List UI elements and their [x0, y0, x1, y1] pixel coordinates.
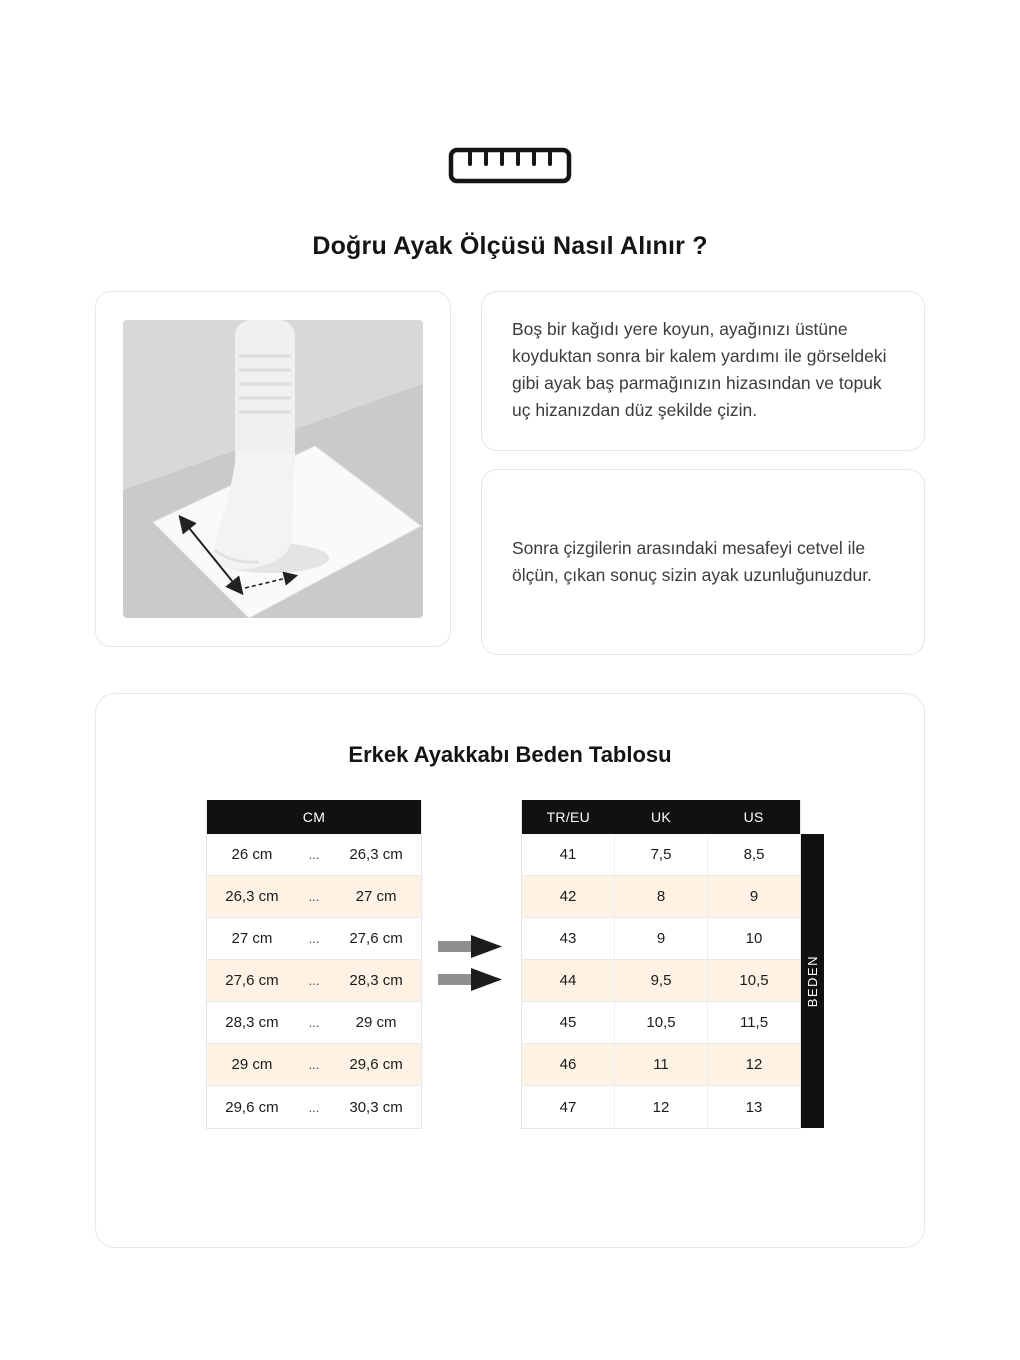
- size-table-row: [522, 1044, 800, 1086]
- page-title: Doğru Ayak Ölçüsü Nasıl Alınır ?: [312, 232, 708, 260]
- conversion-arrows-icon: [434, 926, 510, 1002]
- cm-from: 27,6 cm: [225, 972, 279, 989]
- size-table-row: [522, 876, 800, 918]
- cm-to: 26,3 cm: [349, 846, 403, 863]
- cm-dots: ...: [308, 847, 320, 862]
- size-tr-eu: 46: [559, 1056, 577, 1073]
- cm-from: 29 cm: [231, 1056, 273, 1073]
- cm-from: 27 cm: [231, 930, 273, 947]
- cm-to: 27 cm: [355, 888, 397, 905]
- size-us: 12: [707, 1044, 800, 1085]
- size-us: 9: [707, 876, 800, 917]
- size-chart-title: Erkek Ayakkabı Beden Tablosu: [348, 742, 672, 767]
- instruction-step-2-card: [481, 469, 925, 655]
- instruction-cards: [481, 291, 925, 655]
- size-chart-tables: [96, 800, 924, 1140]
- cm-dots: ...: [308, 1015, 320, 1030]
- cm-to: 29,6 cm: [349, 1056, 403, 1073]
- cm-to: 30,3 cm: [349, 1098, 403, 1116]
- cm-from: 28,3 cm: [225, 1014, 279, 1031]
- instruction-step-1-text: Boş bir kağıdı yere koyun, ayağınızı üstüne koyduktan sonra bir kalem yardımı ile görseldeki gibi ayak baş parmağınızın hizasından ve topuk uç hizanızdan düz şekilde çizin.: [512, 319, 887, 421]
- instructions-section: [95, 291, 925, 655]
- size-uk: 11: [614, 1044, 707, 1085]
- size-uk: 8: [614, 876, 707, 917]
- cm-table: [206, 800, 422, 1129]
- size-tr-eu: 47: [559, 1098, 577, 1116]
- size-table-row: [522, 834, 800, 876]
- size-uk: 7,5: [614, 834, 707, 875]
- hero-section: [0, 0, 1020, 261]
- size-us: 13: [707, 1086, 800, 1128]
- size-chart-card: [95, 693, 925, 1248]
- size-table-header-row: [522, 800, 800, 834]
- cm-to: 29 cm: [355, 1014, 397, 1031]
- size-us: 8,5: [707, 834, 800, 875]
- cm-table-row: [207, 834, 421, 876]
- cm-dots: ...: [308, 973, 320, 988]
- size-conversion-table: [521, 800, 801, 1129]
- cm-table-row: [207, 1044, 421, 1086]
- size-table-header: UK: [650, 809, 672, 825]
- cm-from: 29,6 cm: [225, 1098, 279, 1116]
- cm-to: 28,3 cm: [349, 972, 403, 989]
- size-tr-eu: 41: [559, 846, 577, 863]
- cm-dots: ...: [308, 931, 320, 946]
- cm-table-row: [207, 1002, 421, 1044]
- size-tr-eu: 45: [559, 1014, 577, 1031]
- size-tr-eu: 43: [559, 930, 577, 947]
- cm-table-row: [207, 1086, 421, 1128]
- size-uk: 9,5: [614, 960, 707, 1001]
- size-uk: 12: [614, 1086, 707, 1128]
- size-tr-eu: 44: [559, 972, 577, 989]
- size-table-row: [522, 1086, 800, 1128]
- size-table-row: [522, 960, 800, 1002]
- beden-label-text: BEDEN: [805, 954, 820, 1008]
- size-us: 11,5: [707, 1002, 800, 1043]
- cm-table-header: CM: [207, 800, 421, 834]
- instruction-step-1-card: [481, 291, 925, 451]
- size-table-header: TR/EU: [546, 809, 591, 825]
- cm-from: 26 cm: [231, 846, 273, 863]
- size-uk: 10,5: [614, 1002, 707, 1043]
- cm-dots: ...: [308, 889, 320, 904]
- size-uk: 9: [614, 918, 707, 959]
- beden-side-label: [801, 834, 824, 1128]
- foot-measurement-image-card: [95, 291, 451, 647]
- size-table-row: [522, 1002, 800, 1044]
- cm-dots: ...: [308, 1099, 320, 1115]
- cm-table-row: [207, 918, 421, 960]
- size-table-row: [522, 918, 800, 960]
- size-us: 10,5: [707, 960, 800, 1001]
- foot-measurement-image: [123, 320, 423, 618]
- cm-from: 26,3 cm: [225, 888, 279, 905]
- size-us: 10: [707, 918, 800, 959]
- cm-table-row: [207, 876, 421, 918]
- size-table-header: US: [743, 809, 764, 825]
- size-tr-eu: 42: [559, 888, 577, 905]
- cm-table-row: [207, 960, 421, 1002]
- ruler-icon: [0, 146, 1020, 186]
- cm-to: 27,6 cm: [349, 930, 403, 947]
- instruction-step-2-text: Sonra çizgilerin arasındaki mesafeyi cetvel ile ölçün, çıkan sonuç sizin ayak uzunluğunuzdur.: [512, 537, 872, 585]
- cm-dots: ...: [308, 1057, 320, 1072]
